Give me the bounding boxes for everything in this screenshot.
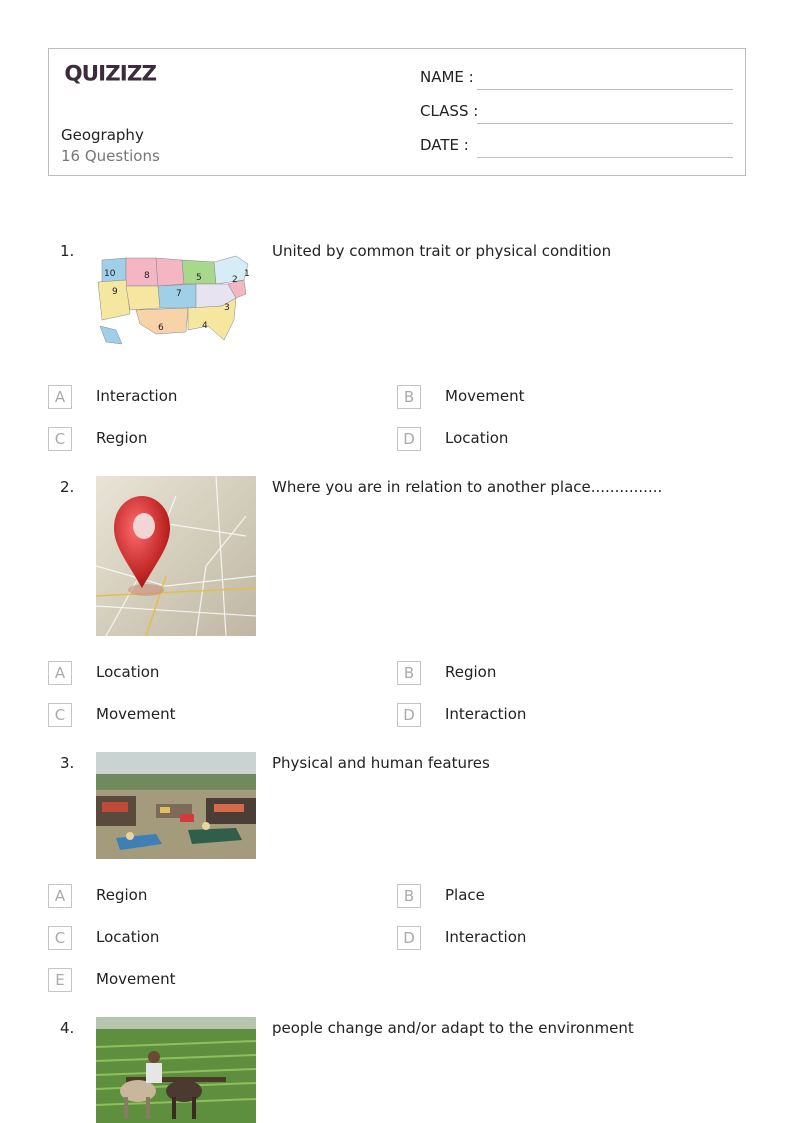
option-text[interactable]: Location bbox=[96, 928, 160, 946]
question-text: United by common trait or physical condition bbox=[272, 242, 612, 260]
worksheet-header bbox=[48, 48, 746, 176]
option-letter-box[interactable]: B bbox=[397, 884, 421, 908]
option-letter-box[interactable]: A bbox=[48, 661, 72, 685]
map-label: 9 bbox=[112, 287, 118, 297]
question-text: Where you are in relation to another place............... bbox=[272, 478, 663, 496]
option-letter-box[interactable]: B bbox=[397, 661, 421, 685]
question-number: 3. bbox=[60, 754, 75, 772]
name-field[interactable] bbox=[477, 89, 733, 90]
map-label: 4 bbox=[202, 321, 208, 331]
option-letter-box[interactable]: C bbox=[48, 427, 72, 451]
question-number: 1. bbox=[60, 242, 75, 260]
map-label: 2 bbox=[232, 275, 238, 285]
option-letter-box[interactable]: D bbox=[397, 926, 421, 950]
floating-market-image bbox=[96, 752, 256, 859]
map-label: 8 bbox=[144, 271, 150, 281]
option-letter-box[interactable]: B bbox=[397, 385, 421, 409]
option-letter-box[interactable]: D bbox=[397, 427, 421, 451]
option-text[interactable]: Movement bbox=[445, 387, 525, 405]
map-label: 5 bbox=[196, 273, 202, 283]
option-text[interactable]: Interaction bbox=[445, 928, 527, 946]
class-field[interactable] bbox=[477, 123, 733, 124]
question-text: people change and/or adapt to the environment bbox=[272, 1019, 634, 1037]
question-number: 4. bbox=[60, 1019, 75, 1037]
option-text[interactable]: Movement bbox=[96, 970, 176, 988]
map-label: 10 bbox=[104, 269, 116, 279]
option-text[interactable]: Interaction bbox=[96, 387, 178, 405]
map-label: 6 bbox=[158, 323, 164, 333]
map-label: 1 bbox=[244, 269, 250, 279]
option-text[interactable]: Place bbox=[445, 886, 485, 904]
logo-text: QUIZIZZ bbox=[64, 61, 157, 87]
option-text[interactable]: Region bbox=[96, 429, 148, 447]
map-label: 7 bbox=[176, 289, 182, 299]
question-number: 2. bbox=[60, 478, 75, 496]
quiz-title: Geography bbox=[61, 126, 144, 144]
option-text[interactable]: Movement bbox=[96, 705, 176, 723]
option-letter-box[interactable]: A bbox=[48, 385, 72, 409]
option-letter-box[interactable]: C bbox=[48, 703, 72, 727]
date-label: DATE : bbox=[420, 136, 469, 154]
option-text[interactable]: Region bbox=[445, 663, 497, 681]
farmer-ploughing-image bbox=[96, 1017, 256, 1123]
option-letter-box[interactable]: D bbox=[397, 703, 421, 727]
option-letter-box[interactable]: E bbox=[48, 968, 72, 992]
option-letter-box[interactable]: A bbox=[48, 884, 72, 908]
date-field[interactable] bbox=[477, 157, 733, 158]
quizizz-logo bbox=[61, 59, 161, 87]
us-regions-map-image bbox=[96, 250, 256, 350]
option-text[interactable]: Location bbox=[445, 429, 509, 447]
option-text[interactable]: Region bbox=[96, 886, 148, 904]
question-count: 16 Questions bbox=[61, 147, 160, 165]
question-text: Physical and human features bbox=[272, 754, 490, 772]
option-letter-box[interactable]: C bbox=[48, 926, 72, 950]
name-label: NAME : bbox=[420, 68, 474, 86]
map-label: 3 bbox=[224, 303, 230, 313]
class-label: CLASS : bbox=[420, 102, 479, 120]
map-pin-image bbox=[96, 476, 256, 636]
option-text[interactable]: Interaction bbox=[445, 705, 527, 723]
option-text[interactable]: Location bbox=[96, 663, 160, 681]
